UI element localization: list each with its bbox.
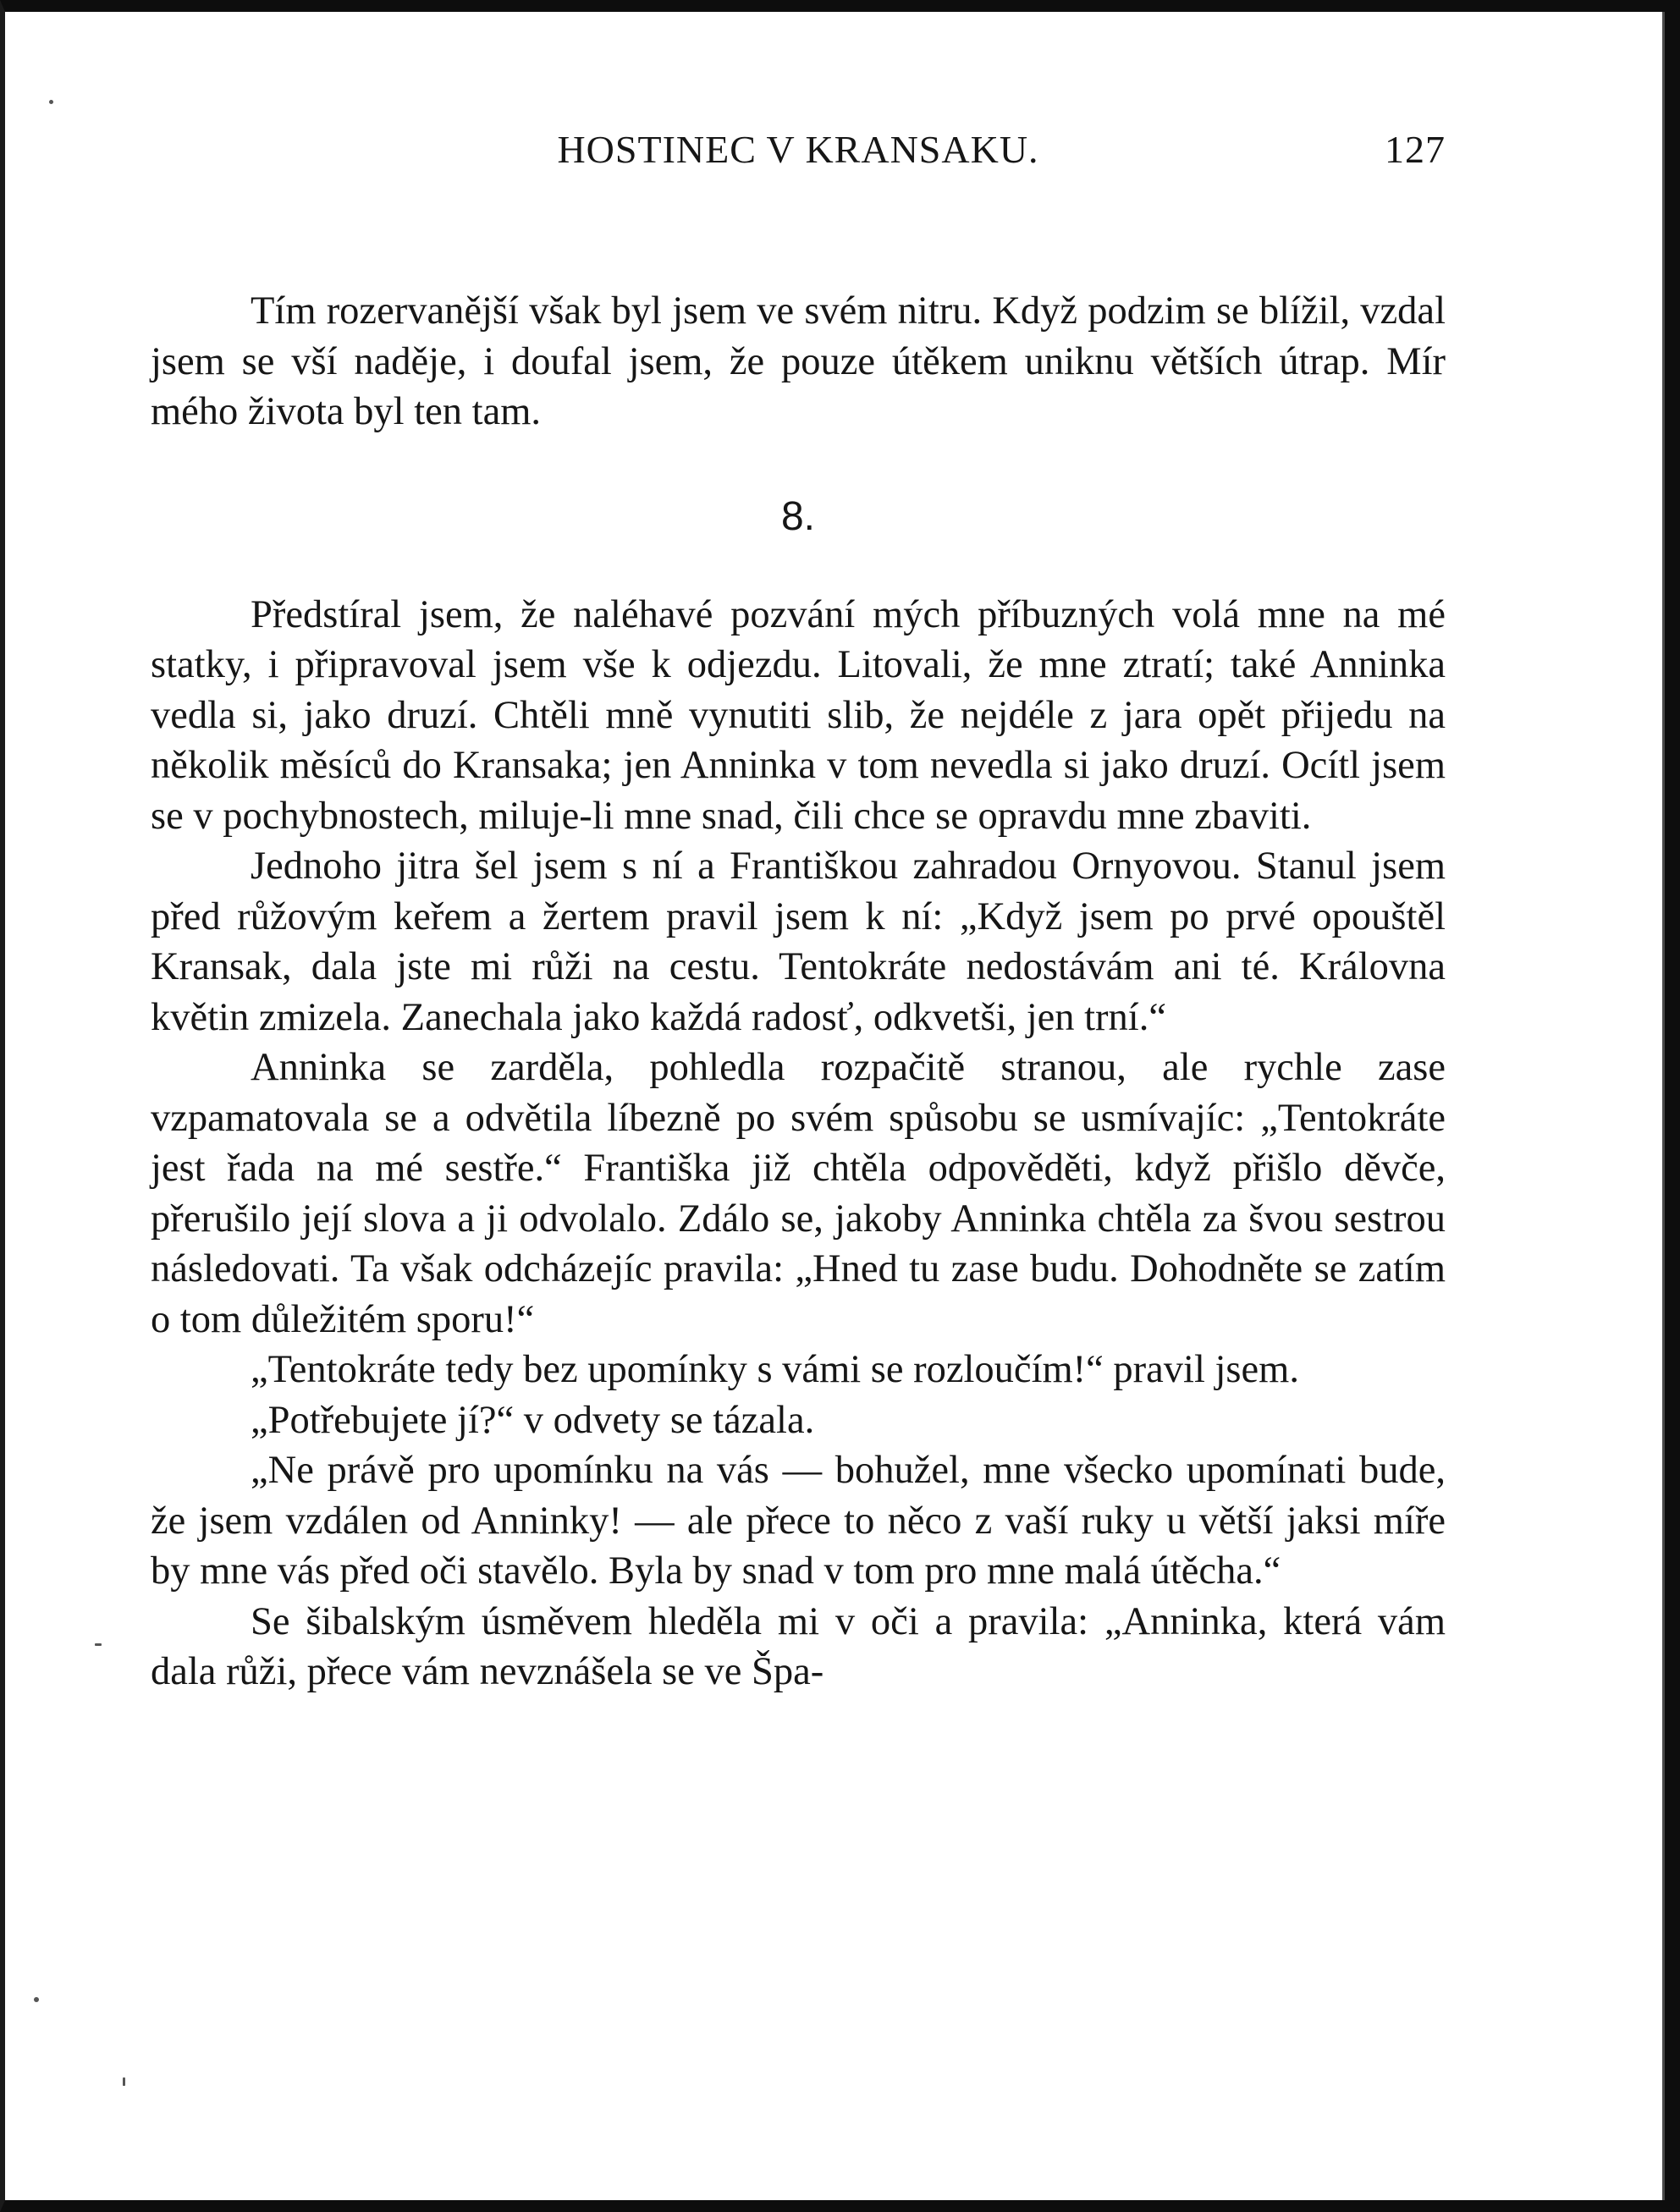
- scan-speck: [34, 1997, 39, 2002]
- scan-speck: [49, 100, 53, 104]
- scan-speck: [95, 1643, 102, 1646]
- chapter-number: 8.: [780, 493, 816, 539]
- running-header: [151, 127, 1446, 178]
- scan-speck: [123, 2077, 125, 2086]
- paragraph: Anninka se zarděla, pohledla rozpačitě stranou, ale rychle zase vzpamatovala se a odvětila líbezně po svém spůsobu se usmívajíc: „Tentokráte jest řada na mé sestře.“ Františka již chtěla odpověděti, když přišlo děvče, přerušilo její slova a ji odvolalo. Zdálo se, jakoby Anninka chtěla za švou sestrou následovati. Ta však odcházejíc pravila: „Hned tu zase budu. Dohodněte se zatím o tom důležitém sporu!“: [151, 1046, 1446, 1341]
- running-title: HOSTINEC V KRANSAKU.: [557, 128, 1039, 171]
- page-text: [151, 127, 1446, 1698]
- page-number: 127: [1385, 128, 1446, 171]
- paragraph: Jednoho jitra šel jsem s ní a Františkou zahradou Ornyovou. Stanul jsem před růžovým keřem a žertem pravil jsem k ní: „Když jsem po prvé opouštěl Kransak, dala jste mi růži na cestu. Tentokráte nedostávám ani té. Královna květin zmizela. Zanechala jako každá radosť, odkvetši, jen trní.“: [151, 845, 1446, 1039]
- paragraph: Tím rozervanější však byl jsem ve svém nitru. Když podzim se blížil, vzdal jsem se vší naděje, i doufal jsem, že pouze útěkem uniknu větších útrap. Mír mého života byl ten tam.: [151, 289, 1446, 433]
- scan-edge-line: [1662, 12, 1665, 2200]
- paragraph: „Potřebujete jí?“ v odvety se tázala.: [251, 1398, 815, 1442]
- paragraph: Předstíral jsem, že naléhavé pozvání mých příbuzných volá mne na mé statky, i připravoval jsem vše k odjezdu. Litovali, že mne ztratí; také Anninka vedla si, jako druzí. Chtěli mně vynutiti slib, že nejdéle z jara opět přijedu na několik měsíců do Kransaka; jen Anninka v tom nevedla si jako druzí. Ocítl jsem se v pochybnostech, miluje-li mne snad, čili chce se opravdu mne zbaviti.: [151, 592, 1446, 838]
- paragraph: „Ne právě pro upomínku na vás — bohužel, mne všecko upomínati bude, že jsem vzdálen od Anninky! — ale přece to něco z vaší ruky u větší jaksi míře by mne vás před oči stavělo. Byla by snad v tom pro mne malá útěcha.“: [151, 1449, 1446, 1593]
- paragraph: Se šibalským úsměvem hleděla mi v oči a pravila: „Anninka, která vám dala růži, přece vám nevznášela se ve Špa-: [151, 1599, 1446, 1693]
- paragraph: „Tentokráte tedy bez upomínky s vámi se rozloučím!“ pravil jsem.: [251, 1348, 1299, 1391]
